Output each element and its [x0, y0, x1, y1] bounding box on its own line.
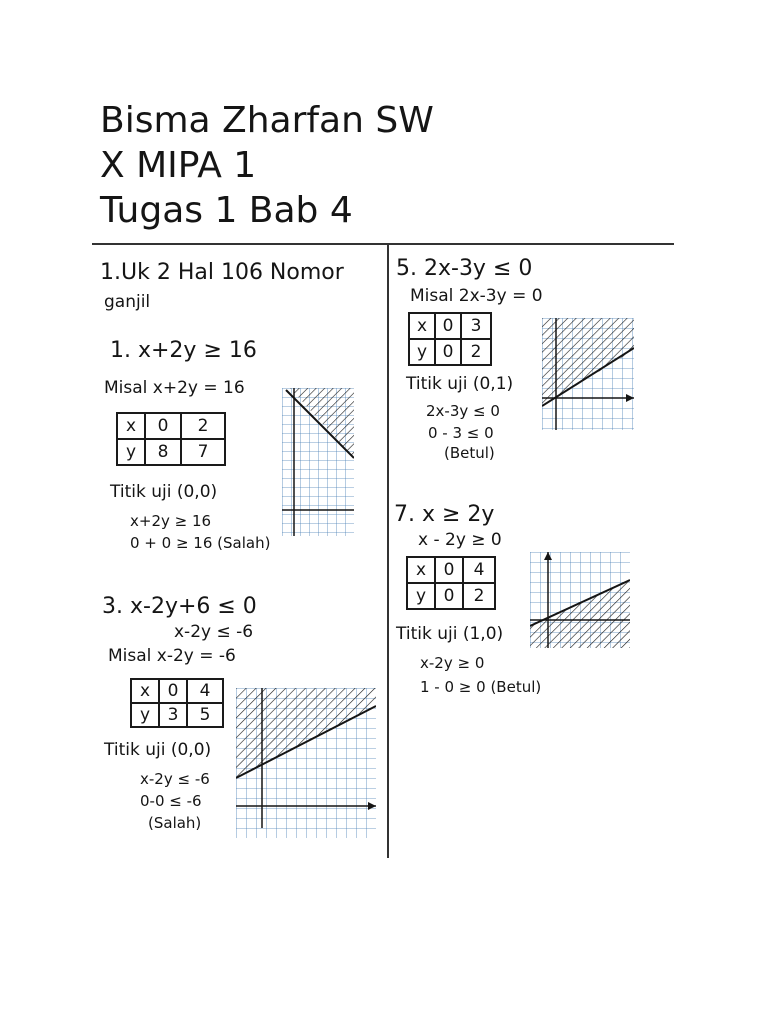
problem-5-title: 5. 2x-3y ≤ 0	[396, 256, 533, 281]
student-name: Bisma Zharfan SW	[100, 100, 434, 141]
problem-5-line1: 2x-3y ≤ 0	[426, 402, 500, 420]
assignment-title: Tugas 1 Bab 4	[100, 190, 353, 231]
table-cell: 0	[435, 557, 463, 583]
problem-1-line1: x+2y ≥ 16	[130, 512, 212, 530]
problem-1-table	[116, 412, 226, 466]
table-cell: y	[409, 339, 435, 365]
table-cell: x	[407, 557, 435, 583]
problem-1-graph	[282, 388, 354, 536]
problem-7-title: 7. x ≥ 2y	[394, 502, 495, 527]
problem-3-line4: (Salah)	[148, 814, 202, 832]
table-cell: 0	[435, 339, 461, 365]
problem-7-line2: x-2y ≥ 0	[420, 654, 485, 672]
problem-7-line1: x - 2y ≥ 0	[418, 530, 502, 550]
problem-7-table	[406, 556, 496, 610]
table-cell: 3	[461, 313, 491, 339]
table-cell: 7	[181, 439, 225, 465]
table-cell: 0	[435, 583, 463, 609]
section-heading-sub: ganjil	[104, 292, 151, 312]
table-cell: y	[131, 703, 159, 727]
problem-1-title: 1. x+2y ≥ 16	[110, 338, 257, 363]
table-cell: 3	[159, 703, 187, 727]
problem-7-titik-uji: Titik uji (1,0)	[396, 624, 504, 644]
horizontal-rule	[92, 243, 674, 245]
table-cell: 4	[463, 557, 495, 583]
table-cell: y	[407, 583, 435, 609]
table-cell: 5	[187, 703, 223, 727]
table-cell: y	[117, 439, 145, 465]
section-heading: 1.Uk 2 Hal 106 Nomor	[100, 260, 344, 285]
table-cell: x	[131, 679, 159, 703]
problem-5-line2: 0 - 3 ≤ 0	[428, 424, 494, 442]
problem-7-graph	[530, 552, 630, 648]
table-cell: 2	[461, 339, 491, 365]
table-cell: 8	[145, 439, 181, 465]
problem-5-table	[408, 312, 492, 366]
problem-1-misal: Misal x+2y = 16	[104, 378, 245, 398]
table-cell: 2	[181, 413, 225, 439]
problem-5-graph	[542, 318, 634, 430]
problem-3-line2: x-2y ≤ -6	[140, 770, 210, 788]
vertical-rule	[387, 243, 389, 858]
problem-3-table	[130, 678, 224, 728]
problem-3-misal: Misal x-2y = -6	[108, 646, 236, 666]
table-cell: 2	[463, 583, 495, 609]
table-cell: 4	[187, 679, 223, 703]
problem-5-line3: (Betul)	[444, 444, 495, 462]
table-cell: 0	[145, 413, 181, 439]
table-cell: x	[117, 413, 145, 439]
table-cell: 0	[159, 679, 187, 703]
problem-1-line2: 0 + 0 ≥ 16 (Salah)	[130, 534, 271, 552]
problem-3-titik-uji: Titik uji (0,0)	[104, 740, 212, 760]
problem-5-misal: Misal 2x-3y = 0	[410, 286, 543, 306]
problem-7-line3: 1 - 0 ≥ 0 (Betul)	[420, 678, 542, 696]
problem-3-graph	[236, 688, 376, 838]
problem-3-line1: x-2y ≤ -6	[174, 622, 254, 642]
problem-1-titik-uji: Titik uji (0,0)	[110, 482, 218, 502]
table-cell: x	[409, 313, 435, 339]
problem-3-title: 3. x-2y+6 ≤ 0	[102, 594, 257, 619]
problem-5-titik-uji: Titik uji (0,1)	[406, 374, 514, 394]
student-class: X MIPA 1	[100, 145, 257, 186]
problem-3-line3: 0-0 ≤ -6	[140, 792, 202, 810]
table-cell: 0	[435, 313, 461, 339]
